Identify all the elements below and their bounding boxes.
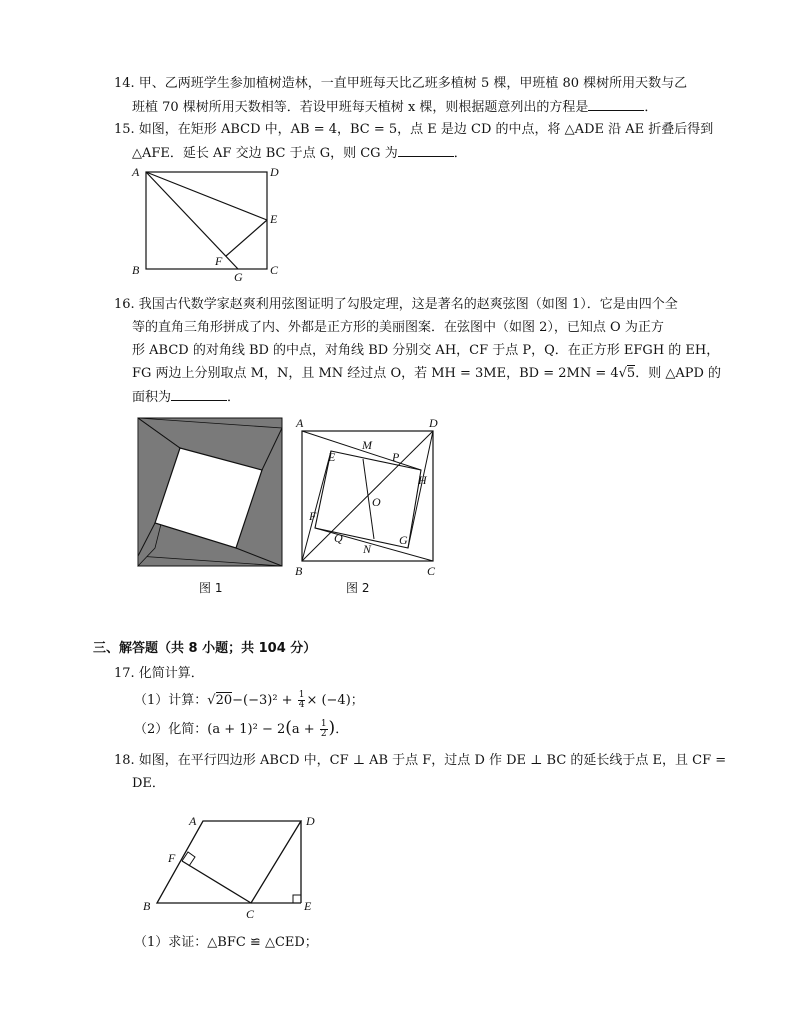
q15-label-e: E xyxy=(270,212,278,226)
section-3-title: 三、解答题（共 8 小题；共 104 分） xyxy=(93,641,317,656)
q15-label-f: F xyxy=(215,254,223,268)
q14-line-2-text: 班植 70 棵树所用天数相等．若设甲班每天植树 x 棵，则根据题意列出的方程是 xyxy=(132,100,589,115)
q18-label-f: F xyxy=(168,851,176,865)
q15-label-a: A xyxy=(132,165,140,179)
frac-numerator: 1 xyxy=(298,690,305,700)
q18-label-d: D xyxy=(306,814,315,828)
fig2-label-q: Q xyxy=(334,531,343,545)
q18-line-1: 18. 如图，在平行四边形 ABCD 中，CF ⊥ AB 于点 F，过点 D 作 DE ⊥ BC 的延长线于点 E，且 CF = xyxy=(114,753,727,768)
fig2-label-m: M xyxy=(362,438,372,452)
fig2-label-d: D xyxy=(429,416,438,430)
q15-label-c: C xyxy=(270,263,279,277)
q16-line-5-text: 面积为 xyxy=(132,390,172,405)
q16-line-3: 形 ABCD 的对角线 BD 的中点，对角线 BD 分别交 AH，CF 于点 P，Q．在正方形 EFGH 的 EH， xyxy=(132,343,720,358)
q18-line-2: DE． xyxy=(132,776,165,791)
fig2-label-g: G xyxy=(399,533,408,547)
q16-line-4a: FG 两边上分别取点 M，N，且 MN 经过点 O，若 MH = 3ME，BD = 2MN = 4 xyxy=(132,366,619,381)
q16-line-4b: ．则 △APD 的 xyxy=(635,366,722,381)
fig2-label-c: C xyxy=(427,564,436,578)
paren-close: ) xyxy=(328,718,336,738)
frac-numerator: 1 xyxy=(320,719,327,729)
q16-line-1: 16. 我国古代数学家赵爽利用弦图证明了勾股定理，这是著名的赵爽弦图（如图 1）．它是由四个全 xyxy=(114,297,678,312)
fig2-label-b: B xyxy=(295,564,303,578)
fig2-label-p: P xyxy=(392,450,400,464)
q14-end: ． xyxy=(644,100,658,115)
frac-denominator: 4 xyxy=(298,700,305,710)
q18-label-a: A xyxy=(189,814,197,828)
q17-p2-end: ． xyxy=(335,722,349,737)
q18-part-1: （1）求证：△BFC ≌ △CED； xyxy=(134,935,318,950)
q16-end: ． xyxy=(227,390,241,405)
q15-label-b: B xyxy=(132,263,140,277)
sqrt-symbol: √ xyxy=(618,366,627,381)
q17-p1-sqrt-arg: 20 xyxy=(215,693,233,708)
fig2-label-o: O xyxy=(372,495,381,509)
fig2-label-h: H xyxy=(418,473,427,487)
fig2-label-f: F xyxy=(309,509,317,523)
q17-p1-mid: −(−3)² + xyxy=(232,693,297,708)
q17-title: 17. 化简计算． xyxy=(114,666,204,681)
sqrt-argument: 5 xyxy=(626,366,636,381)
q18-label-b: B xyxy=(143,899,151,913)
q15-line-1: 15. 如图，在矩形 ABCD 中，AB = 4，BC = 5，点 E 是边 CD 的中点，将 △ADE 沿 AE 折叠后得到 xyxy=(114,122,714,137)
frac-denominator: 2 xyxy=(320,729,327,739)
fig2-label-n: N xyxy=(363,542,372,556)
fig2-label-a: A xyxy=(296,416,304,430)
q15-label-g: G xyxy=(234,270,243,284)
q18-label-e: E xyxy=(304,899,312,913)
segment-cf xyxy=(182,861,251,903)
q15-line-2-text: △AFE．延长 AF 交边 BC 于点 G，则 CG 为 xyxy=(132,146,398,161)
right-angle-e xyxy=(293,895,301,903)
q17-p2-label: （2）化简： xyxy=(134,722,208,737)
sqrt-symbol: √ xyxy=(207,693,216,708)
figure-1-caption: 图 1 xyxy=(199,581,223,595)
q15-label-d: D xyxy=(270,165,279,179)
parallelogram-abcd xyxy=(157,821,301,903)
q17-p2-paren-a: a + xyxy=(291,722,319,737)
figure-2-caption: 图 2 xyxy=(346,581,370,595)
q17-p2-expr: (a + 1)² − 2 xyxy=(207,722,286,737)
q14-line-1: 14. 甲、乙两班学生参加植树造林，一直甲班每天比乙班多植树 5 棵，甲班植 80 棵树所用天数与乙 xyxy=(114,76,688,91)
paren-open: ( xyxy=(285,718,292,738)
q18-label-c: C xyxy=(246,907,255,921)
q15-end: ． xyxy=(453,146,467,161)
q17-p1-label: （1）计算： xyxy=(134,693,208,708)
q16-line-2: 等的直角三角形拼成了内、外都是正方形的美丽图案．在弦图中（如图 2），已知点 O 为正方 xyxy=(132,320,664,335)
fig2-label-e: E xyxy=(328,450,336,464)
q17-p1-end: × (−4)； xyxy=(306,693,364,708)
